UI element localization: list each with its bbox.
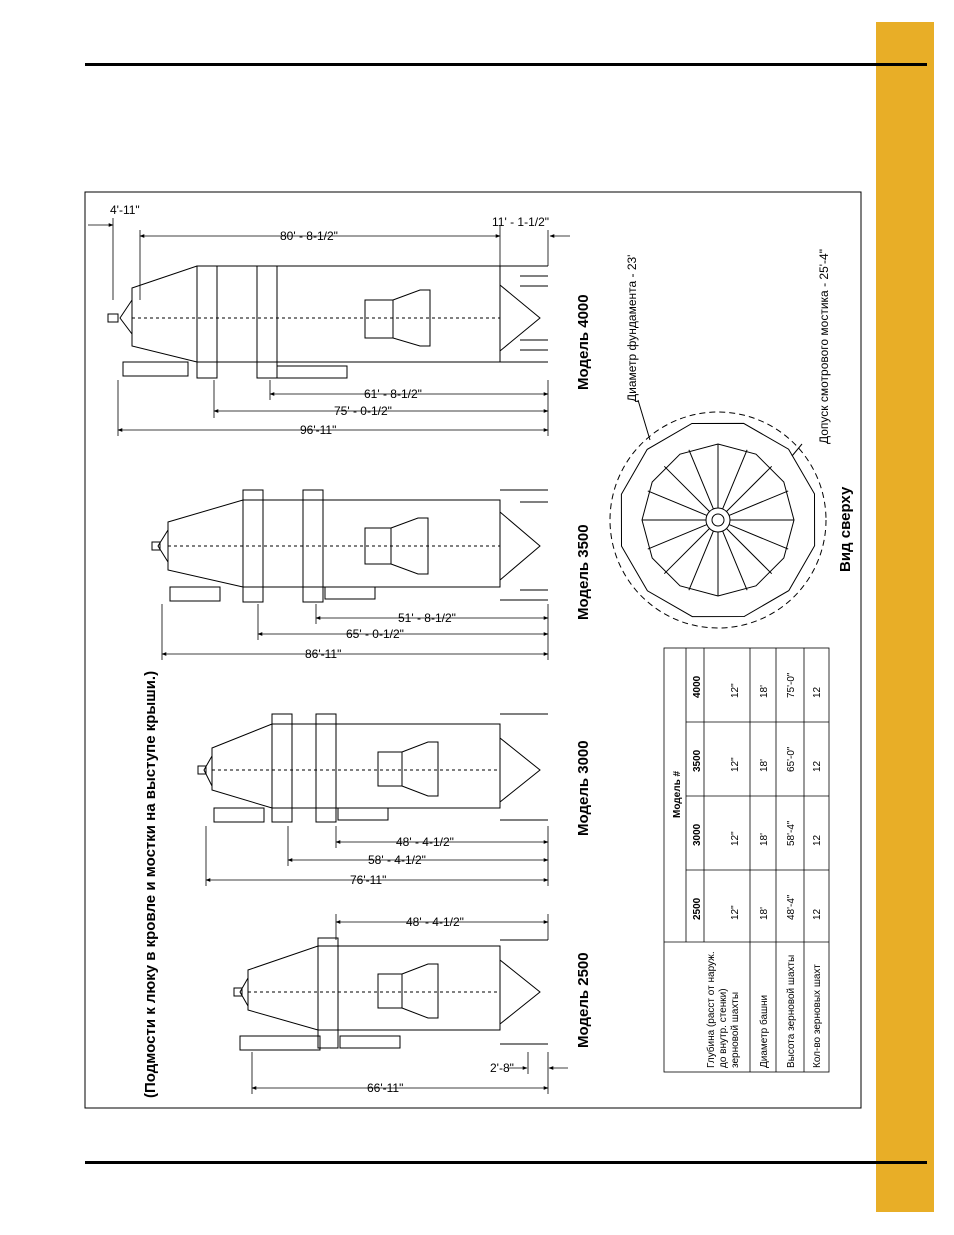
dim-4000-top-main: 80' - 8-1/2" xyxy=(280,229,338,243)
table-cell: 12 xyxy=(812,686,823,698)
table-cell: 18' xyxy=(759,906,770,920)
table-cell: 12" xyxy=(730,905,741,920)
table-cell: 18' xyxy=(759,758,770,772)
table-cell: 65'-0" xyxy=(786,746,797,772)
dim-3000-2: 58' - 4-1/2" xyxy=(368,853,426,867)
elevation-model-3000 xyxy=(198,714,548,822)
model-4000-title: Модель 4000 xyxy=(575,294,592,390)
roof-spoke xyxy=(664,466,709,511)
table-cell: 12 xyxy=(812,908,823,920)
table-cell: 12" xyxy=(730,683,741,698)
dim-4000-top-right: 11' - 1-1/2" xyxy=(492,215,550,229)
table-row-label: Кол-во зерновых шахт xyxy=(812,964,823,1068)
dim-4000-2: 75' - 0-1/2" xyxy=(334,404,392,418)
roof-spoke xyxy=(648,525,707,550)
table-cell: 75'-0" xyxy=(786,672,797,698)
table-cell: 12" xyxy=(730,831,741,846)
table-cell: 12" xyxy=(730,757,741,772)
model-2500-title: Модель 2500 xyxy=(575,952,592,1048)
dim-4000-3: 96'-11" xyxy=(300,423,337,437)
table-cell: 48'-4" xyxy=(786,894,797,920)
model-spec-table xyxy=(664,648,829,1072)
foundation-diameter-label: Диаметр фундамента - 23' xyxy=(625,254,639,402)
dim-3500-2: 65' - 0-1/2" xyxy=(346,627,404,641)
table-col-3000: 3000 xyxy=(692,823,703,846)
roof-spoke xyxy=(729,525,788,550)
table-row-label: Высота зерновой шахты xyxy=(786,954,797,1068)
scaffold-caption: (Подмости к люку в кровле и мостки на выступе крыши.) xyxy=(142,670,159,1098)
catwalk-clearance-label: Допуск смотрового мостика - 25'-4" xyxy=(817,249,831,444)
dim-2500-total: 66'-11" xyxy=(367,1081,404,1095)
roof-spoke xyxy=(689,531,714,590)
roof-spoke xyxy=(689,450,714,509)
table-row-label: Глубина (расст от наруж. xyxy=(706,951,717,1068)
dim-2500-small: 2'-8" xyxy=(490,1061,514,1075)
roof-spoke xyxy=(723,531,748,590)
table-cell: 12 xyxy=(812,760,823,772)
drawing-frame xyxy=(85,192,861,1108)
dim-2500-top: 48' - 4-1/2" xyxy=(406,915,464,929)
roof-spoke xyxy=(664,529,709,574)
model-3500-title: Модель 3500 xyxy=(575,524,592,620)
table-col-2500: 2500 xyxy=(692,897,703,920)
roof-spoke xyxy=(727,529,772,574)
elevation-model-3500 xyxy=(152,490,548,602)
roof-spoke xyxy=(648,491,707,516)
table-cell: 18' xyxy=(759,832,770,846)
dim-3500-1: 51' - 8-1/2" xyxy=(398,611,456,625)
dim-3000-3: 76'-11" xyxy=(350,873,387,887)
dim-3500-3: 86'-11" xyxy=(305,647,342,661)
roof-spoke xyxy=(729,491,788,516)
elevation-model-4000 xyxy=(108,266,548,378)
table-cell: 58'-4" xyxy=(786,820,797,846)
top-view-title: Вид сверху xyxy=(837,486,854,572)
top-view-drawing xyxy=(610,400,826,628)
table-col-4000: 4000 xyxy=(692,675,703,698)
table-col-3500: 3500 xyxy=(692,749,703,772)
roof-spoke xyxy=(723,450,748,509)
table-row-label: Диаметр башни xyxy=(759,994,770,1068)
dim-4000-1: 61' - 8-1/2" xyxy=(364,387,422,401)
dim-4000-top-left: 4'-11" xyxy=(110,203,140,217)
roof-spoke xyxy=(727,466,772,511)
table-cell: 18' xyxy=(759,684,770,698)
elevation-model-2500 xyxy=(234,938,548,1050)
dim-3000-1: 48' - 4-1/2" xyxy=(396,835,454,849)
table-row-label: до внутр. стенки) xyxy=(718,988,729,1068)
table-cell: 12 xyxy=(812,834,823,846)
table-row-label: зерновой шахты xyxy=(730,991,741,1068)
model-3000-title: Модель 3000 xyxy=(575,740,592,836)
table-group-header: Модель # xyxy=(672,770,683,818)
